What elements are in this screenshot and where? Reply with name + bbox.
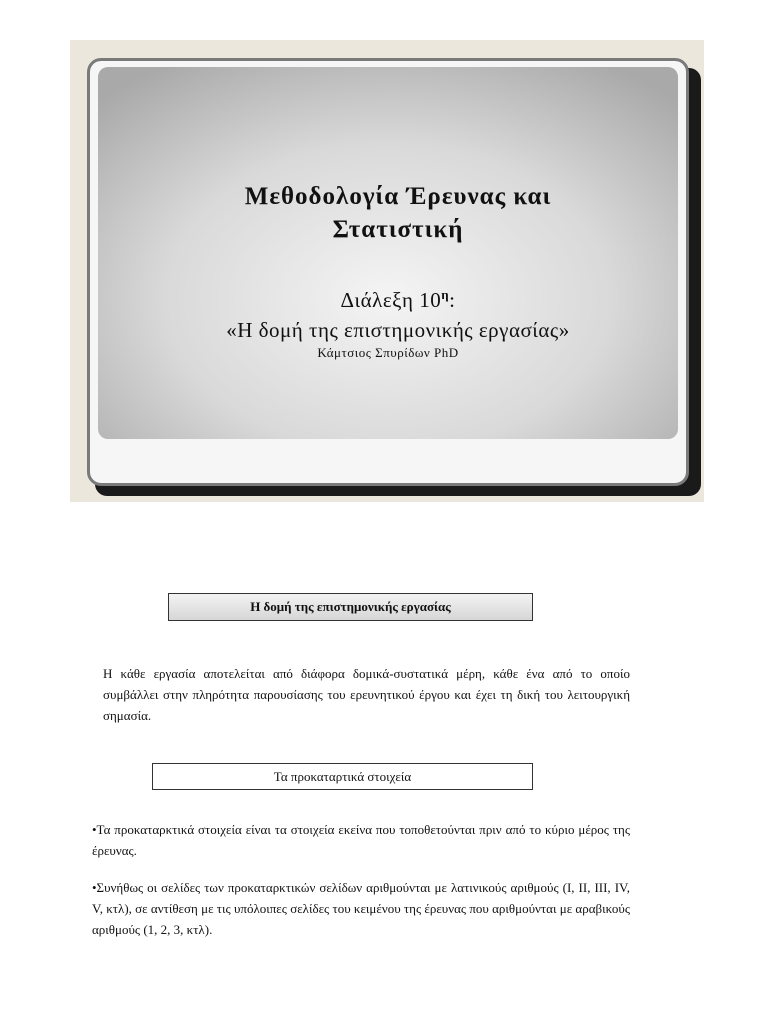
slide-panel <box>98 67 678 439</box>
intro-paragraph: Η κάθε εργασία αποτελείται από διάφορα δομικά-συστατικά μέρη, κάθε ένα από το οποίο συμβάλλει στην πληρότητα παρουσίασης του ερευνητικού έργου και έχει τη δική του λειτουργική σημασία. <box>103 666 630 723</box>
bullet-paragraph: •Τα προκαταρκτικά στοιχεία είναι τα στοιχεία εκείνα που τοποθετούνται πριν από το κύριο μέρος της έρευνας. <box>92 822 630 858</box>
lecture-number <box>98 280 698 315</box>
section-heading: Η δομή της επιστημονικής εργασίας <box>168 593 533 621</box>
bullet-paragraph: •Συνήθως οι σελίδες των προκαταρκτικών σελίδων αριθμούνται με λατινικούς αριθμούς (I, II, III, IV, V, κτλ), σε αντίθεση με τις υπόλοιπες σελίδες του κειμένου της έρευνας που αριθμούνται με αραβικούς αριθμούς (1, 2, 3, κτλ). <box>92 880 630 937</box>
lecture-topic: «Η δομή της επιστημονικής εργασίας» <box>226 318 570 342</box>
lecture-colon: : <box>449 288 456 312</box>
slide-title-line2: Στατιστική <box>332 216 464 243</box>
slide-title <box>98 180 698 246</box>
lecture-prefix: Διάλεξη 10 <box>340 288 442 312</box>
slide-title-line1: Μεθοδολογία Έρευνας και <box>244 183 552 210</box>
slide-lecture <box>98 280 698 345</box>
slide-author: Κάμτσιος Σπυρίδων PhD <box>317 345 459 360</box>
subsection-heading: Τα προκαταρτικά στοιχεία <box>152 763 533 790</box>
lecture-ordinal: η <box>441 287 450 302</box>
